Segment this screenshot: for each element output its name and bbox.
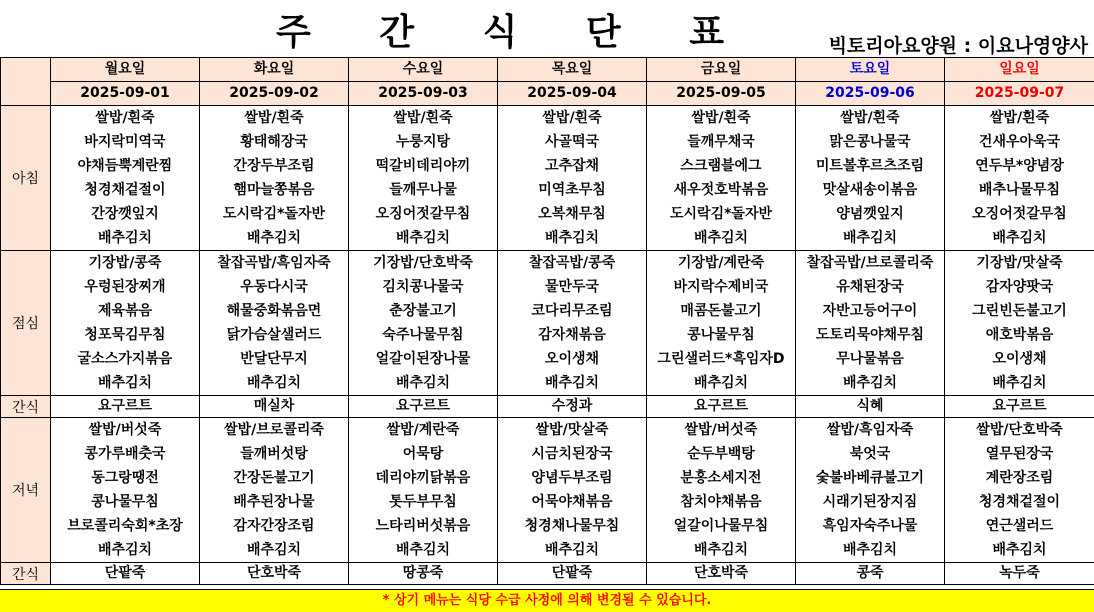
menu-item: 배추김치 xyxy=(97,542,153,558)
lunch-row xyxy=(1,251,1094,396)
menu-item: 배추김치 xyxy=(992,230,1047,246)
day-header-row xyxy=(1,58,1094,82)
dinner-cell xyxy=(349,418,498,563)
dinner-label: 저녁 xyxy=(1,418,51,563)
day-name: 월요일 xyxy=(51,58,200,82)
menu-item: 미역초무침 xyxy=(538,182,606,198)
dinner-cell xyxy=(647,418,796,563)
snack1-label: 간식 xyxy=(1,396,51,418)
dinner-cell xyxy=(51,418,200,563)
menu-item: 쌀밥/버섯죽 xyxy=(88,422,162,438)
lunch-cell xyxy=(51,251,200,396)
snack2-cell: 단팥죽 xyxy=(51,563,200,585)
menu-item: 감자채볶음 xyxy=(538,327,606,343)
day-date: 2025-09-04 xyxy=(498,82,647,106)
menu-item: 양념깻잎지 xyxy=(836,206,904,222)
menu-item: 배추김치 xyxy=(992,375,1047,391)
menu-item: 배추김치 xyxy=(693,542,749,558)
day-name: 수요일 xyxy=(349,58,498,82)
breakfast-cell xyxy=(945,106,1094,251)
menu-item: 간장두부조림 xyxy=(233,158,315,174)
menu-item: 흑임자숙주나물 xyxy=(822,518,918,534)
menu-item: 찰잡곡밥/콩죽 xyxy=(528,255,616,271)
corner-cell xyxy=(1,58,51,106)
menu-item: 배추된장나물 xyxy=(233,494,315,510)
dinner-cell xyxy=(498,418,647,563)
day-date: 2025-09-06 xyxy=(796,82,945,106)
date-header-row xyxy=(1,82,1094,106)
menu-item: 누룽지탕 xyxy=(395,134,451,150)
menu-item: 사골떡국 xyxy=(544,134,600,150)
menu-item: 간장깻잎지 xyxy=(91,206,159,222)
menu-item: 북엇국 xyxy=(849,446,891,462)
dinner-row xyxy=(1,418,1094,563)
day-name: 일요일 xyxy=(945,58,1094,82)
menu-item: 배추김치 xyxy=(395,542,451,558)
menu-item: 배추김치 xyxy=(992,542,1047,558)
menu-item: 분홍소세지전 xyxy=(680,470,762,486)
dinner-cell xyxy=(796,418,945,563)
menu-item: 도토리묵야채무침 xyxy=(815,327,925,343)
menu-item: 오이생채 xyxy=(544,351,600,367)
menu-item: 무나물볶음 xyxy=(836,351,904,367)
menu-item: 야채듬뿍계란찜 xyxy=(77,158,173,174)
menu-item: 건새우아욱국 xyxy=(978,134,1061,150)
menu-item: 청경채나물무침 xyxy=(524,518,620,534)
menu-item: 기장밥/맛살죽 xyxy=(976,255,1063,271)
menu-item: 기장밥/계란죽 xyxy=(677,255,765,271)
day-name: 금요일 xyxy=(647,58,796,82)
snack1-cell: 요구르트 xyxy=(945,396,1094,418)
menu-item: 굴소스가지볶음 xyxy=(77,351,173,367)
breakfast-cell xyxy=(647,106,796,251)
menu-item: 양념두부조림 xyxy=(531,470,613,486)
menu-item: 떡갈비데리야끼 xyxy=(375,158,471,174)
menu-item: 쌀밥/흰죽 xyxy=(244,110,304,126)
menu-item: 오징어젓갈무침 xyxy=(375,206,471,222)
menu-item: 우렁된장찌개 xyxy=(84,279,166,295)
snack1-cell: 매실차 xyxy=(200,396,349,418)
menu-item: 제육볶음 xyxy=(97,303,153,319)
menu-item: 간장돈불고기 xyxy=(233,470,315,486)
menu-item: 햄마늘쫑볶음 xyxy=(233,182,315,198)
day-date: 2025-09-07 xyxy=(945,82,1094,106)
menu-item: 배추김치 xyxy=(97,230,153,246)
menu-item: 들깨버섯탕 xyxy=(240,446,308,462)
menu-item: 청경채겉절이 xyxy=(978,494,1061,510)
menu-item: 쌀밥/계란죽 xyxy=(386,422,460,438)
snack2-cell: 땅콩죽 xyxy=(349,563,498,585)
menu-item: 배추나물무침 xyxy=(978,182,1061,198)
day-name: 토요일 xyxy=(796,58,945,82)
menu-item: 고추잡채 xyxy=(544,158,600,174)
snack1-cell: 요구르트 xyxy=(349,396,498,418)
menu-item: 쌀밥/흰죽 xyxy=(393,110,453,126)
menu-item: 배추김치 xyxy=(246,230,302,246)
menu-item: 배추김치 xyxy=(693,375,749,391)
menu-item: 우동다시국 xyxy=(240,279,308,295)
menu-item: 쌀밥/단호박죽 xyxy=(976,422,1063,438)
menu-item: 청경채겉절이 xyxy=(84,182,166,198)
menu-item: 그린샐러드*흑임자D xyxy=(657,351,785,367)
menu-item: 오징어젓갈무침 xyxy=(972,206,1067,222)
menu-item: 쌀밥/브로콜리죽 xyxy=(224,422,324,438)
menu-item: 쌀밥/흰죽 xyxy=(542,110,602,126)
menu-item: 어묵야채볶음 xyxy=(531,494,613,510)
menu-item: 쌀밥/흰죽 xyxy=(691,110,751,126)
menu-item: 배추김치 xyxy=(246,375,302,391)
snack1-cell: 요구르트 xyxy=(647,396,796,418)
snack1-cell: 요구르트 xyxy=(51,396,200,418)
breakfast-row xyxy=(1,106,1094,251)
notice-banner: * 상기 메뉴는 식당 수급 사정에 의해 변경될 수 있습니다. xyxy=(0,589,1094,612)
menu-item: 얼갈이나물무침 xyxy=(673,518,769,534)
menu-item: 쌀밥/버섯죽 xyxy=(684,422,758,438)
menu-item: 데리야끼닭볶음 xyxy=(375,470,471,486)
menu-item: 해물중화볶음면 xyxy=(226,303,322,319)
snack2-cell: 콩죽 xyxy=(796,563,945,585)
menu-item: 맑은콩나물국 xyxy=(829,134,911,150)
menu-item: 닭가슴살샐러드 xyxy=(226,327,322,343)
menu-item: 얼갈이된장나물 xyxy=(375,351,471,367)
day-name: 화요일 xyxy=(200,58,349,82)
menu-item: 쌀밥/흰죽 xyxy=(840,110,900,126)
menu-item: 톳두부무침 xyxy=(389,494,457,510)
menu-item: 도시락김*돌자반 xyxy=(223,206,325,222)
menu-item: 찰잡곡밥/브로콜리죽 xyxy=(806,255,934,271)
dinner-cell xyxy=(945,418,1094,563)
day-date: 2025-09-05 xyxy=(647,82,796,106)
menu-item: 쌀밥/맛살죽 xyxy=(535,422,609,438)
menu-item: 콩가루배춧국 xyxy=(84,446,166,462)
menu-item: 청포묵김무침 xyxy=(84,327,166,343)
snack2-cell: 단호박죽 xyxy=(647,563,796,585)
snack2-cell: 단팥죽 xyxy=(498,563,647,585)
menu-item: 애호박볶음 xyxy=(985,327,1054,343)
menu-item: 유채된장국 xyxy=(836,279,904,295)
menu-item: 새우젓호박볶음 xyxy=(673,182,769,198)
menu-item: 들깨무나물 xyxy=(389,182,457,198)
day-date: 2025-09-01 xyxy=(51,82,200,106)
menu-item: 브로콜리숙회*초장 xyxy=(67,518,183,534)
facility-dietitian: 빅토리아요양원 : 이요나영양사 xyxy=(828,35,1088,57)
lunch-cell xyxy=(498,251,647,396)
menu-item: 배추김치 xyxy=(544,542,600,558)
menu-item: 기장밥/콩죽 xyxy=(88,255,162,271)
menu-item: 콩나물무침 xyxy=(687,327,755,343)
dinner-cell xyxy=(200,418,349,563)
breakfast-cell xyxy=(498,106,647,251)
menu-item: 찰잡곡밥/흑임자죽 xyxy=(217,255,331,271)
menu-item: 미트볼후르츠조림 xyxy=(815,158,925,174)
day-date: 2025-09-03 xyxy=(349,82,498,106)
snack2-label: 간식 xyxy=(1,563,51,585)
breakfast-cell xyxy=(796,106,945,251)
lunch-cell xyxy=(349,251,498,396)
menu-item: 춘장불고기 xyxy=(389,303,457,319)
menu-item: 자반고등어구이 xyxy=(822,303,918,319)
menu-item: 연근샐러드 xyxy=(985,518,1054,534)
menu-item: 코다리무조림 xyxy=(531,303,613,319)
menu-item: 바지락미역국 xyxy=(84,134,166,150)
menu-item: 배추김치 xyxy=(395,375,451,391)
lunch-cell xyxy=(647,251,796,396)
menu-item: 배추김치 xyxy=(693,230,749,246)
snack1-row xyxy=(1,396,1094,418)
menu-item: 반달단무지 xyxy=(240,351,308,367)
snack2-cell: 단호박죽 xyxy=(200,563,349,585)
menu-item: 어묵탕 xyxy=(402,446,444,462)
menu-item: 숯불바베큐불고기 xyxy=(815,470,925,486)
breakfast-cell xyxy=(51,106,200,251)
menu-item: 들깨무채국 xyxy=(687,134,755,150)
menu-item: 계란장조림 xyxy=(985,470,1054,486)
menu-table xyxy=(0,57,1094,585)
menu-item: 느타리버섯볶음 xyxy=(375,518,471,534)
menu-item: 배추김치 xyxy=(246,542,302,558)
snack2-cell: 녹두죽 xyxy=(945,563,1094,585)
lunch-cell xyxy=(796,251,945,396)
snack1-cell: 수정과 xyxy=(498,396,647,418)
breakfast-label: 아침 xyxy=(1,106,51,251)
menu-item: 황태해장국 xyxy=(240,134,308,150)
menu-item: 배추김치 xyxy=(97,375,153,391)
menu-item: 배추김치 xyxy=(544,375,600,391)
menu-item: 배추김치 xyxy=(842,230,898,246)
menu-item: 오복채무침 xyxy=(538,206,606,222)
menu-item: 시금치된장국 xyxy=(531,446,613,462)
menu-item: 쌀밥/흑임자죽 xyxy=(826,422,914,438)
menu-item: 감자간장조림 xyxy=(233,518,315,534)
breakfast-cell xyxy=(349,106,498,251)
menu-item: 쌀밥/흰죽 xyxy=(989,110,1050,126)
menu-item: 매콤돈불고기 xyxy=(680,303,762,319)
menu-item: 스크램블에그 xyxy=(680,158,762,174)
menu-item: 물만두국 xyxy=(544,279,600,295)
menu-item: 숙주나물무침 xyxy=(382,327,464,343)
lunch-label: 점심 xyxy=(1,251,51,396)
menu-item: 배추김치 xyxy=(544,230,600,246)
menu-item: 그린빈돈불고기 xyxy=(972,303,1067,319)
lunch-cell xyxy=(945,251,1094,396)
menu-item: 도시락김*돌자반 xyxy=(670,206,772,222)
breakfast-cell xyxy=(200,106,349,251)
menu-item: 콩나물무침 xyxy=(91,494,159,510)
menu-item: 열무된장국 xyxy=(985,446,1054,462)
menu-item: 순두부백탕 xyxy=(687,446,755,462)
menu-item: 오이생채 xyxy=(992,351,1047,367)
page-title: 주 간 식 단 표 xyxy=(275,12,752,53)
menu-item: 연두부*양념장 xyxy=(975,158,1064,174)
menu-item: 동그랑땡전 xyxy=(91,470,159,486)
menu-item: 바지락수제비국 xyxy=(673,279,769,295)
menu-item: 기장밥/단호박죽 xyxy=(373,255,473,271)
lunch-cell xyxy=(200,251,349,396)
menu-item: 김치콩나물국 xyxy=(382,279,464,295)
menu-item: 쌀밥/흰죽 xyxy=(95,110,155,126)
menu-item: 맛살새송이볶음 xyxy=(822,182,918,198)
menu-item: 시래기된장지짐 xyxy=(822,494,918,510)
snack2-row xyxy=(1,563,1094,585)
menu-item: 감자양팟국 xyxy=(985,279,1054,295)
menu-item: 배추김치 xyxy=(842,375,898,391)
menu-item: 참치야채볶음 xyxy=(680,494,762,510)
day-date: 2025-09-02 xyxy=(200,82,349,106)
menu-item: 배추김치 xyxy=(842,542,898,558)
title-bar xyxy=(0,0,1094,58)
day-name: 목요일 xyxy=(498,58,647,82)
snack1-cell: 식혜 xyxy=(796,396,945,418)
menu-item: 배추김치 xyxy=(395,230,451,246)
